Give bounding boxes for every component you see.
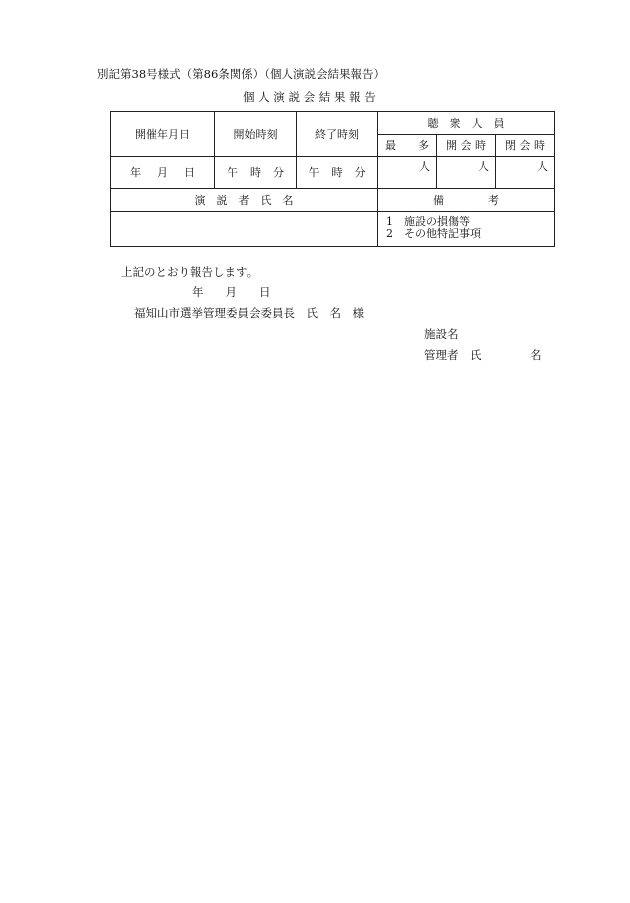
page-title: 個 人 演 説 会 結 果 報 告 (243, 90, 376, 104)
start-time-entry-cell (215, 157, 297, 189)
start-am-label: 午 (227, 166, 238, 179)
remarks-item: 1 施設の損傷等 (386, 215, 470, 228)
remarks-item: 2 その他特記事項 (386, 227, 481, 240)
header-start-time: 開始時刻 (215, 112, 297, 157)
end-minute-label: 分 (354, 166, 366, 179)
report-date-day: 日 (259, 285, 271, 299)
end-am-label: 午 (308, 166, 320, 179)
audience-open-cell (437, 157, 496, 189)
report-statement: 上記のとおり報告します。 (121, 265, 259, 279)
subheader-close: 閉 会 時 (496, 135, 555, 157)
end-hour-label: 時 (331, 166, 343, 179)
end-time-entry-cell (297, 157, 378, 189)
date-month-label: 月 (157, 166, 168, 179)
date-day-label: 日 (184, 166, 195, 179)
audience-close-cell (496, 157, 555, 189)
subheader-max: 最 多 (378, 135, 437, 157)
audience-max-cell (378, 157, 437, 189)
report-date (192, 284, 271, 300)
header-date: 開催年月日 (111, 112, 215, 157)
date-entry-cell (111, 157, 215, 189)
remarks-header: 備 考 (378, 189, 555, 212)
addressee: 福知山市選挙管理委員会委員長 氏 名 様 (134, 306, 364, 320)
report-date-year: 年 (192, 285, 204, 299)
form-number: 別記第38号様式（第86条関係）（個人演説会結果報告） (97, 67, 386, 81)
remarks-cell (378, 212, 555, 247)
speaker-name-cell (111, 212, 378, 247)
start-hour-label: 時 (250, 166, 261, 179)
speaker-header: 演 説 者 氏 名 (111, 189, 378, 212)
manager-name-label: 管理者 氏 (424, 348, 482, 362)
report-table (110, 111, 555, 247)
manager-name-suffix: 名 (530, 348, 542, 362)
subheader-open: 開 会 時 (437, 135, 496, 157)
header-audience: 聴 衆 人 員 (378, 112, 555, 135)
header-end-time: 終了時刻 (297, 112, 378, 157)
unit-person-label: 人 (537, 160, 548, 173)
start-minute-label: 分 (273, 166, 284, 179)
date-year-label: 年 (130, 166, 141, 179)
facility-name-label: 施設名 (424, 327, 459, 341)
report-date-month: 月 (225, 285, 237, 299)
unit-person-label: 人 (478, 160, 489, 173)
unit-person-label: 人 (419, 160, 430, 173)
